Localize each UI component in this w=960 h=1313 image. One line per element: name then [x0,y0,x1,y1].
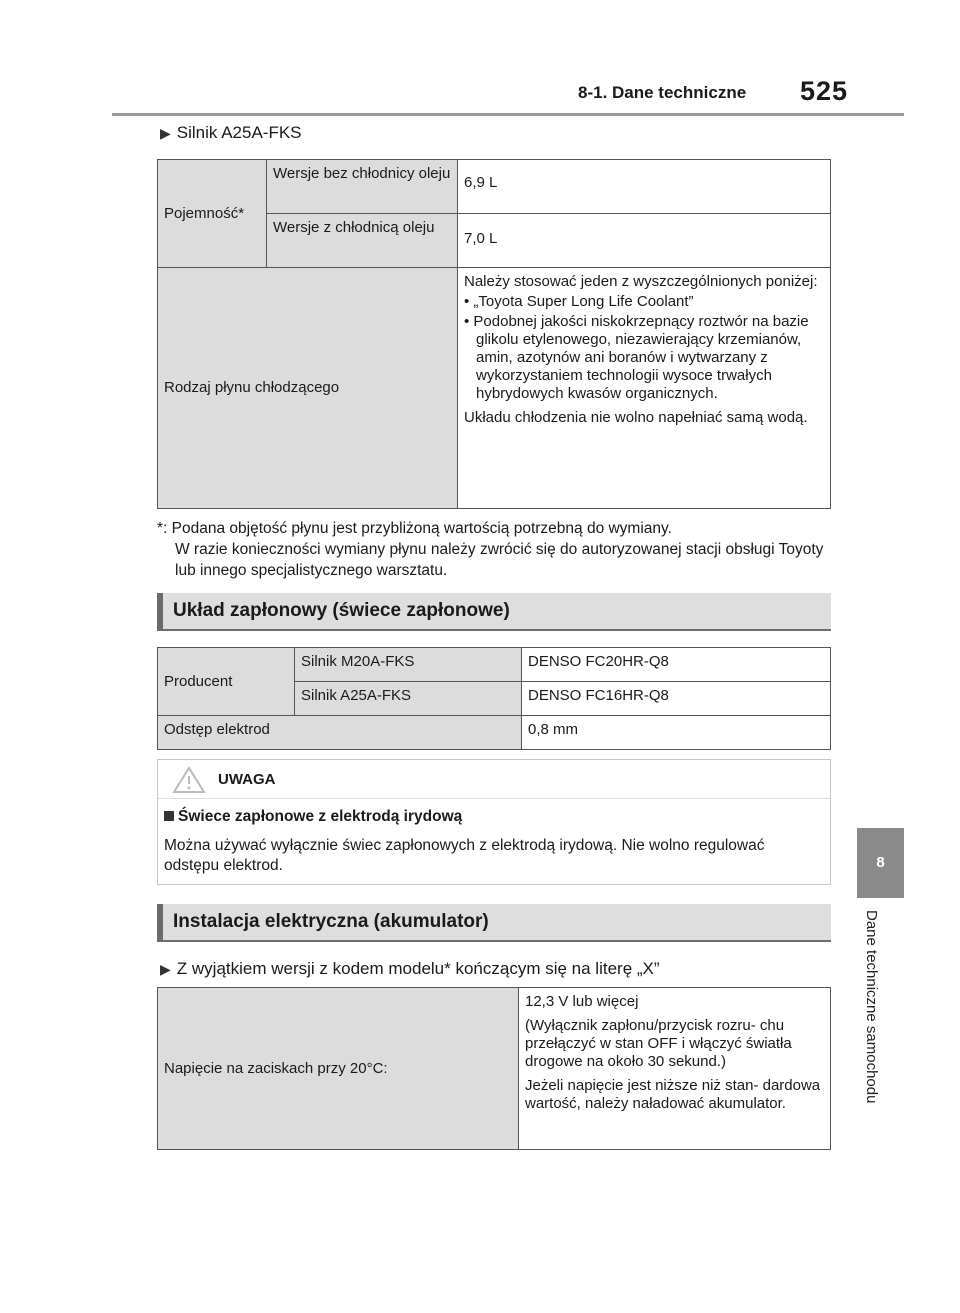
footnote-line: *: Podana objętość płynu jest przybliżoną wartością potrzebną do wymiany. [157,520,672,537]
triangle-bullet-icon: ▶ [160,961,171,977]
engine-heading-text: Silnik A25A-FKS [176,123,302,142]
voltage-value: 12,3 V lub więcej [525,993,639,1010]
electrical-bullet-text: Z wyjątkiem wersji z kodem modelu* kończącym się na literę „X” [176,959,660,978]
voltage-note: (Wyłącznik zapłonu/przycisk rozru- chu przełączyć w stan OFF i włączyć światła drogowe na około 30 sekund.) [525,1017,792,1070]
coolant-type-item: • Podobnej jakości niskokrzepnący roztwór na bazie glikolu etylenowego, niezawierający krzemianów, amin, azotynów ani boranów i wytwarzany z wykorzystaniem technologii wysoce trwałych hybrydowych kwasów organicznych. [464,313,809,402]
coolant-type-label: Rodzaj płynu chłodzącego [158,268,458,509]
header-divider [112,113,904,116]
engine-cell: Silnik A25A-FKS [295,682,522,716]
electrical-heading-text: Instalacja elektryczna (akumulator) [173,911,489,932]
footnote-line: W razie konieczności wymiany płynu należy zwrócić się do autoryzowanej stacji obsługi Toyoty lub innego specjalistycznego warsztatu. [175,541,824,580]
square-bullet-icon [164,811,174,821]
page-number: 525 [800,76,849,106]
voltage-note: Jeżeli napięcie jest niższe niż stan- dardowa wartość, należy naładować akumulator. [525,1077,821,1112]
caution-subtitle-text: Świece zapłonowe z elektrodą irydową [178,808,463,825]
variant-cell: Wersje z chłodnicą oleju [267,214,458,268]
coolant-type-intro: Należy stosować jeden z wyszczególnionych poniżej: [464,273,818,290]
variant-cell: Wersje bez chłodnicy oleju [267,160,458,214]
footnote [157,518,837,581]
gap-value: 0,8 mm [522,716,831,750]
section-title: 8-1. Dane techniczne [578,83,747,102]
ignition-section-heading [157,593,831,631]
coolant-type-note: Układu chłodzenia nie wolno napełniać samą wodą. [464,409,808,426]
capacity-label: Pojemność* [158,160,267,268]
plug-cell: DENSO FC20HR-Q8 [522,648,831,682]
capacity-value: 7,0 L [458,214,831,268]
caution-title: UWAGA [218,771,276,788]
capacity-value: 6,9 L [458,160,831,214]
chapter-label-text: Dane techniczne samochodu [863,910,880,1104]
coolant-type-item: • „Toyota Super Long Life Coolant” [464,293,694,310]
voltage-label: Napięcie na zaciskach przy 20°C: [158,988,519,1150]
electrical-section-heading [157,904,831,942]
caution-box [157,759,831,885]
engine-cell: Silnik M20A-FKS [295,648,522,682]
caution-header [158,760,830,799]
voltage-cell [519,988,831,1150]
ignition-heading-text: Układ zapłonowy (świece zapłonowe) [173,600,510,621]
electrical-bullet [160,959,660,979]
warning-triangle-icon [172,766,206,794]
caution-text: Można używać wyłącznie świec zapłonowych z elektrodą irydową. Nie wolno regulować odstępu elektrod. [164,837,765,875]
ignition-table [157,647,831,750]
gap-label: Odstęp elektrod [158,716,522,750]
producer-label: Producent [158,648,295,716]
coolant-table [157,159,831,509]
engine-heading [160,123,302,143]
caution-subtitle [164,808,462,826]
triangle-bullet-icon: ▶ [160,125,171,141]
plug-cell: DENSO FC16HR-Q8 [522,682,831,716]
coolant-type-cell [458,268,831,509]
battery-table [157,987,831,1150]
chapter-tab: 8 [857,828,904,898]
